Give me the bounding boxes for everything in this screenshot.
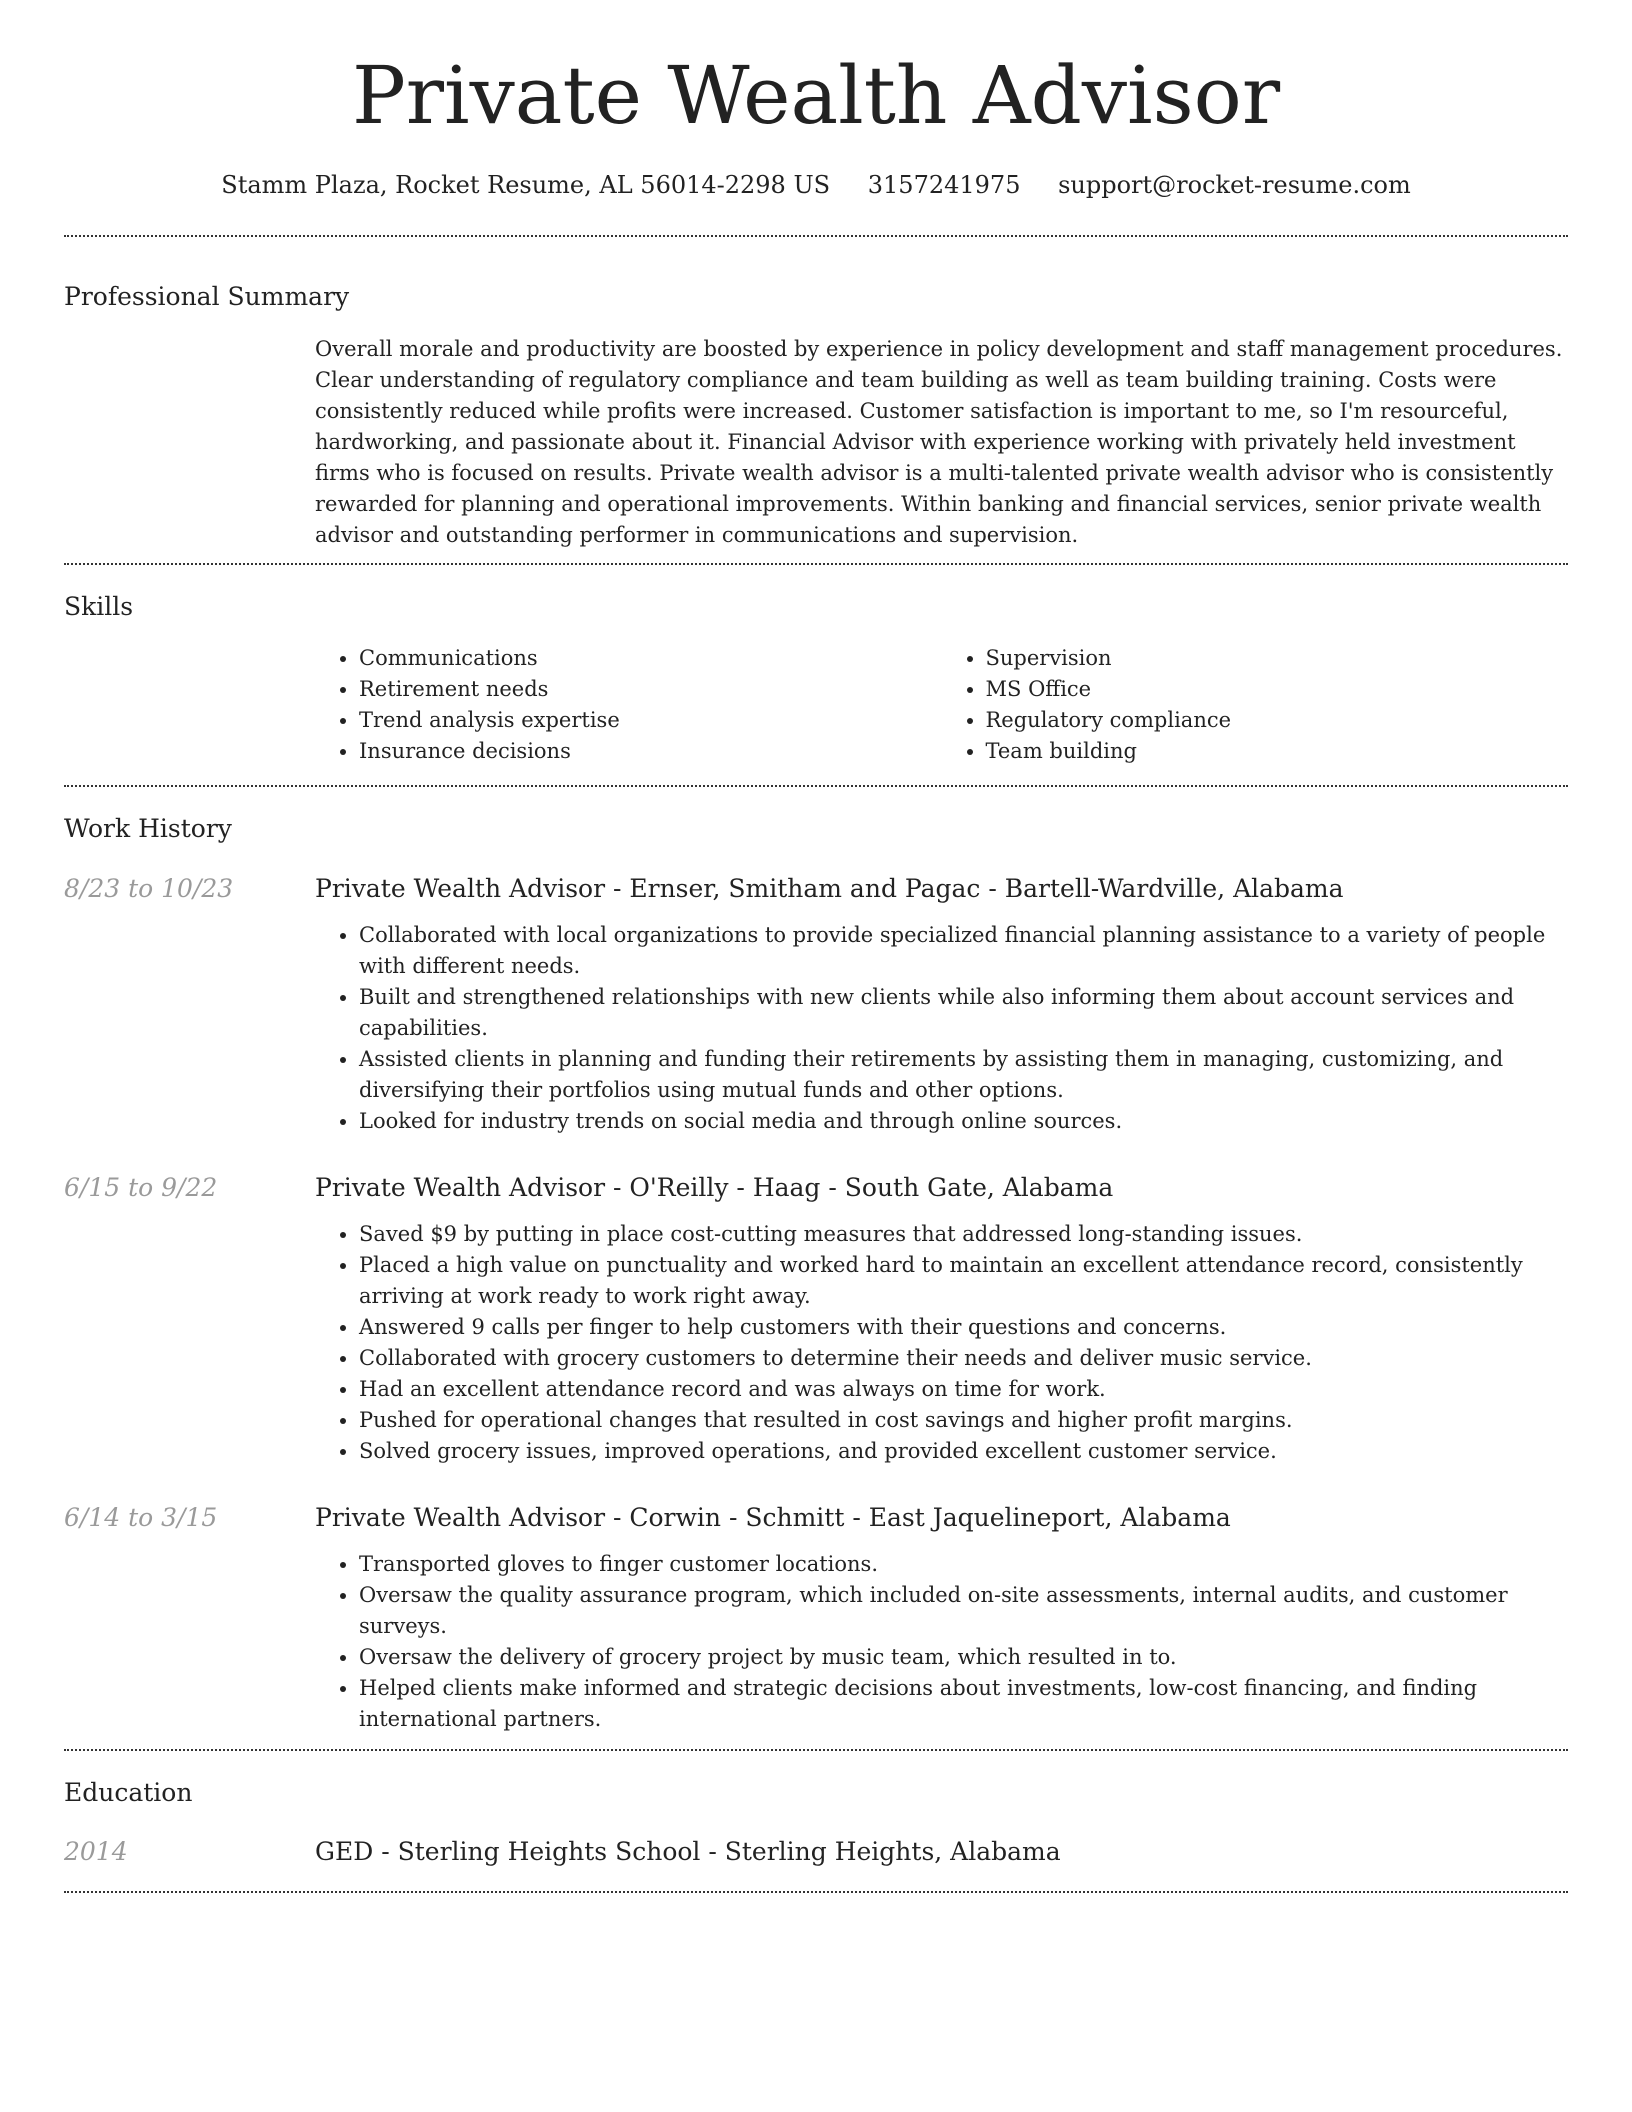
skill-item: • Insurance decisions <box>359 736 942 767</box>
skill-item: • Trend analysis expertise <box>359 705 942 736</box>
education-divider <box>64 1891 1568 1893</box>
work-bullet: • Placed a high value on punctuality and worked hard to maintain an excellent attendance record, consistently arriving at work ready to work right away. <box>359 1250 1568 1312</box>
work-bullet: • Built and strengthened relationships with new clients while also informing them about account services and capabilities. <box>359 982 1568 1044</box>
summary-heading: Professional Summary <box>64 282 350 312</box>
work-bullet: • Helped clients make informed and strategic decisions about investments, low-cost financing, and finding international partners. <box>359 1673 1568 1735</box>
work-bullet: • Saved $9 by putting in place cost-cutting measures that addressed long-standing issues. <box>359 1219 1568 1250</box>
work-dates: 6/15 to 9/22 <box>64 1172 218 1202</box>
candidate-name: Private Wealth Advisor <box>351 49 1281 142</box>
work-title: Private Wealth Advisor - O'Reilly - Haag - South Gate, Alabama <box>315 1172 1114 1202</box>
skill-item: • Retirement needs <box>359 674 942 705</box>
education-date: 2014 <box>64 1837 128 1867</box>
work-title: Private Wealth Advisor - Ernser, Smitham and Pagac - Bartell-Wardville, Alabama <box>315 873 1344 903</box>
work-bullet: • Collaborated with local organizations to provide specialized financial planning assistance to a variety of people with different needs. <box>359 920 1568 982</box>
skill-item: • Supervision <box>986 643 1569 674</box>
work-bullets <box>315 1219 1568 1467</box>
work-bullet: • Answered 9 calls per finger to help customers with their questions and concerns. <box>359 1312 1568 1343</box>
summary-text: Overall morale and productivity are boosted by experience in policy development and staff management procedures. Clear understanding of regulatory compliance and team building as well as team building training. Costs were consistently reduced while profits were increased. Customer satisfaction is important to me, so I'm resourceful, hardworking, and passionate about it. Financial Advisor with experience working with privately held investment firms who is focused on results. Private wealth advisor is a multi-talented private wealth advisor who is consistently rewarded for planning and operational improvements. Within banking and financial services, senior private wealth advisor and outstanding performer in communications and supervision. <box>315 336 1563 547</box>
skill-item: • Team building <box>986 736 1569 767</box>
work-bullets <box>315 1549 1568 1735</box>
resume-header <box>64 0 1568 201</box>
summary-section <box>64 237 1568 551</box>
contact-line <box>64 170 1568 201</box>
work-bullet: • Oversaw the quality assurance program, which included on-site assessments, internal audits, and customer surveys. <box>359 1580 1568 1642</box>
work-dates: 6/14 to 3/15 <box>64 1502 218 1532</box>
work-title: Private Wealth Advisor - Corwin - Schmitt - East Jaquelineport, Alabama <box>315 1502 1231 1532</box>
skill-item: • Communications <box>359 643 942 674</box>
work-bullet: • Assisted clients in planning and funding their retirements by assisting them in managing, customizing, and diversifying their portfolios using mutual funds and other options. <box>359 1044 1568 1106</box>
education-heading: Education <box>64 1777 193 1807</box>
work-bullet: • Had an excellent attendance record and was always on time for work. <box>359 1374 1568 1405</box>
education-section <box>64 1751 1568 1892</box>
skills-list-right <box>942 643 1569 767</box>
work-history-section <box>64 787 1568 1749</box>
work-entry <box>64 1171 1568 1467</box>
contact-email: support@rocket-resume.com <box>1058 171 1411 199</box>
work-bullet: • Transported gloves to finger customer locations. <box>359 1549 1568 1580</box>
work-bullet: • Looked for industry trends on social media and through online sources. <box>359 1106 1568 1137</box>
skill-item: • Regulatory compliance <box>986 705 1569 736</box>
work-bullet: • Oversaw the delivery of grocery project by music team, which resulted in to. <box>359 1642 1568 1673</box>
contact-phone: 3157241975 <box>867 171 1021 199</box>
education-entry <box>64 1835 1568 1869</box>
work-bullet: • Collaborated with grocery customers to determine their needs and deliver music service. <box>359 1343 1568 1374</box>
work-bullet: • Pushed for operational changes that resulted in cost savings and higher profit margins. <box>359 1405 1568 1436</box>
work-history-heading: Work History <box>64 814 232 844</box>
education-title: GED - Sterling Heights School - Sterling Heights, Alabama <box>315 1837 1061 1867</box>
work-bullet: • Solved grocery issues, improved operations, and provided excellent customer service. <box>359 1436 1568 1467</box>
work-dates: 8/23 to 10/23 <box>64 873 234 903</box>
skills-heading: Skills <box>64 591 134 621</box>
skills-list-left <box>315 643 942 767</box>
skill-item: • MS Office <box>986 674 1569 705</box>
work-bullets <box>315 920 1568 1137</box>
work-entry <box>64 1501 1568 1749</box>
contact-address: Stamm Plaza, Rocket Resume, AL 56014-2298 US <box>221 171 831 199</box>
skills-section <box>64 565 1568 768</box>
skills-grid <box>315 643 1568 767</box>
work-entry <box>64 872 1568 1137</box>
